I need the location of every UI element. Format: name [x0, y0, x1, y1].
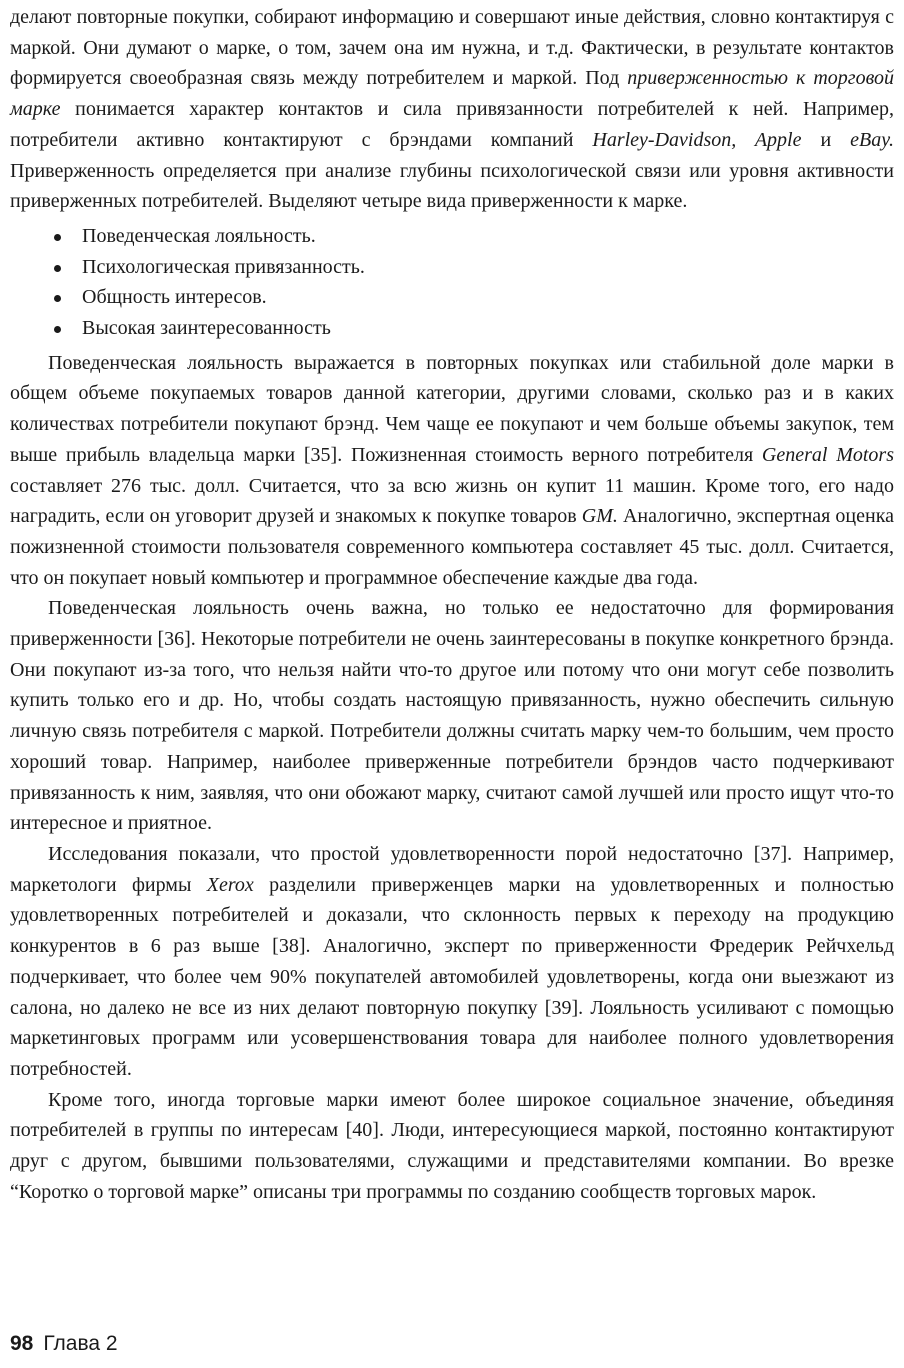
text-run: Аналогично, экспертная оценка пожизненной стоимости пользователя современного компьютера составляет 45 тыс. долл. Считается, что он покупает новый компьютер и программное обеспечение каждые два года. [10, 505, 895, 589]
text-run: разделили приверженцев марки на удовлетворенных и полностью удовлетворенных потребителей и доказали, что склонность первых к переходу на продукцию конкурентов в 6 раз выше [38]. Аналогично, эксперт по приверженности Фредерик Рейчхельд подчеркивает, что более чем 90% покупателей автомобилей удовлетворены, когда они выезжают из салона, но далеко не все из них делают повторную покупку [39]. Лояльность усиливают с помощью маркетинговых программ или усовершенствования товара для наиболее полного удовлетворения потребностей. [10, 873, 894, 1080]
text-run: понимается характер контактов и сила привязанности потребителей к ней. Например, потребители активно контактируют с брэндами компаний [10, 98, 894, 151]
page-body [10, 0, 894, 1207]
italic-company-name: Xerox [206, 873, 254, 896]
list-item [10, 221, 894, 252]
italic-company-names: Harley-Davidson, Apple [592, 128, 802, 151]
list-item [10, 252, 894, 283]
page-number: 98 [10, 1332, 34, 1355]
list-item [10, 282, 894, 313]
text-run: Поведенческая лояльность выражается в повторных покупках или стабильной доле марки в общем объеме покупаемых товаров данной категории, другими словами, сколько раз и в каких количествах потребители покупают брэнд. Чем чаще ее покупают и чем больше объемы закупок, тем выше прибыль владельца марки [35]. Пожизненная стоимость верного потребителя [10, 351, 894, 466]
list-item-text: Высокая заинтересованность [82, 317, 331, 340]
text-run: и [801, 128, 851, 151]
chapter-label: Глава 2 [43, 1332, 118, 1355]
bullet-icon [54, 295, 61, 302]
page-footer [10, 1332, 118, 1356]
paragraph-community: Кроме того, иногда торговые марки имеют более широкое социальное значение, объединяя потребителей в группы по интересам [40]. Люди, интересующиеся маркой, постоянно контактируют друг с другом, бывшими пользователями, служащими и представителями компании. Во врезке “Коротко о торговой марке” описаны три программы по созданию сообществ торговых марок. [10, 1088, 894, 1203]
text-run: составляет 276 тыс. долл. Считается, что за всю жизнь он купит 11 машин. Кроме того, его надо наградить, если он уговорит друзей и знакомых к покупке товаров [10, 474, 894, 528]
list-item-text: Психологическая привязанность. [82, 255, 365, 278]
bullet-icon [54, 326, 61, 333]
paragraph-attachment: Поведенческая лояльность очень важна, но только ее недостаточно для формирования приверженности [36]. Некоторые потребители не очень заинтересованы в покупке конкретного брэнда. Они покупают из-за того, что нельзя найти что-то другое или потому что они могут себе позволить купить только его и др. Но, чтобы создать настоящую привязанность, нужно обеспечить сильную личную связь потребителя с маркой. Потребители должны считать марку чем-то большим, чем просто хороший товар. Например, наиболее приверженные потребители брэндов часто подчеркивают привязанность к ним, заявляя, что они обожают марку, считают самой лучшей или просто ищут что-то интересное и приятное. [10, 597, 894, 835]
text-run: Приверженность определяется при анализе глубины психологической связи или уровня активности приверженных потребителей. Выделяют четыре вида приверженности к марке. [10, 159, 894, 213]
italic-term: приверженностью к торговой марке [10, 67, 895, 121]
list-item-text: Поведенческая лояльность. [82, 224, 316, 247]
italic-company-abbr: GM. [581, 505, 618, 528]
paragraph-satisfaction [10, 839, 894, 1085]
text-run: Исследования показали, что простой удовлетворенности порой недостаточно [37]. Например, маркетологи фирмы [10, 842, 894, 896]
italic-company-name: eBay. [850, 128, 894, 151]
list-item [10, 313, 894, 344]
text-run: делают повторные покупки, собирают информацию и совершают иные действия, словно контактируя с маркой. Они думают о марке, о том, зачем она им нужна, и т.д. Фактически, в результате контактов формируется своеобразная связь между потребителем и маркой. Под [10, 6, 894, 90]
list-item-text: Общность интересов. [82, 286, 267, 309]
bullet-icon [54, 234, 61, 241]
paragraph-behavioral-loyalty [10, 348, 894, 594]
bullet-icon [54, 265, 61, 272]
paragraph-intro [10, 2, 894, 217]
italic-company-name: General Motors [761, 443, 894, 466]
bullet-list [10, 221, 894, 344]
